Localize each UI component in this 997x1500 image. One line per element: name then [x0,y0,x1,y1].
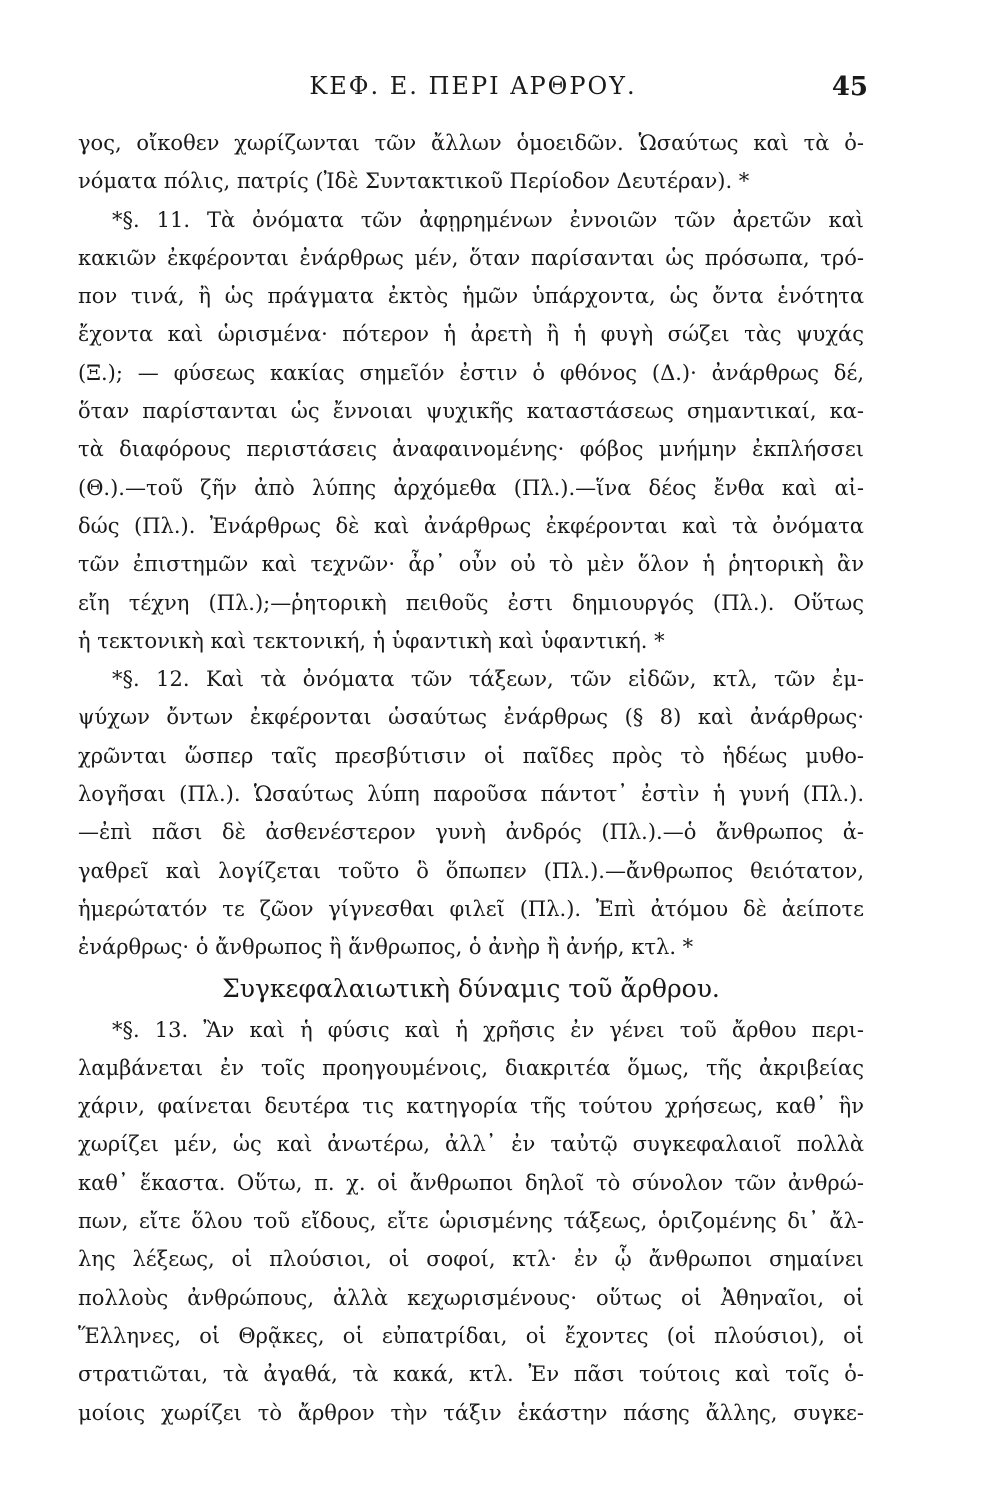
running-title: ΚΕΦ. Ε. ΠΕΡΙ ΑΡΘΡΟΥ. [309,72,637,100]
body-text [78,124,864,1432]
text-line: (Θ.).—τοῦ ζῆν ἀπὸ λύπης ἀρχόμεθα (Πλ.).—ἵνα δέος ἔνθα καὶ αἰ- [78,475,864,500]
text-line: λογῆσαι (Πλ.). Ὡσαύτως λύπη παροῦσα πάντοτ᾽ ἐστὶν ἡ γυνή (Πλ.). [78,782,864,807]
text-line: πων, εἴτε ὅλου τοῦ εἴδους, εἴτε ὡρισμένης τάξεως, ὁριζομένης δι᾽ ἄλ- [78,1209,864,1234]
text-line: στρατιῶται, τὰ ἀγαθά, τὰ κακά, κτλ. Ἐν πᾶσι τούτοις καὶ τοῖς ὁ- [78,1362,864,1387]
text-line: ἔχοντα καὶ ὡρισμένα· πότερον ἡ ἀρετὴ ἢ ἡ φυγὴ σώζει τὰς ψυχάς [78,322,864,347]
text-line: ἐνάρθρως· ὁ ἄνθρωπος ἢ ἅνθρωπος, ὁ ἀνὴρ ἢ ἀνήρ, κτλ. * [78,935,694,960]
text-line: Ἕλληνες, οἱ Θρᾷκες, οἱ εὐπατρίδαι, οἱ ἔχοντες (οἱ πλούσιοι), οἱ [78,1323,864,1348]
text-line: καθ᾽ ἕκαστα. Οὕτω, π. χ. οἱ ἄνθρωποι δηλοῖ τὸ σύνολον τῶν ἀνθρώ- [78,1170,864,1195]
page-header [78,72,868,106]
text-line: γος, οἴκοθεν χωρίζωνται τῶν ἄλλων ὁμοειδῶν. Ὡσαύτως καὶ τὰ ὀ- [78,131,864,155]
text-line: ἡμερώτατόν τε ζῶον γίγνεσθαι φιλεῖ (Πλ.). Ἐπὶ ἀτόμου δὲ ἀείποτε [78,896,864,921]
text-line: τῶν ἐπιστημῶν καὶ τεχνῶν· ἆρ᾽ οὖν οὐ τὸ μὲν ὅλον ἡ ῥητορικὴ ἂν [78,552,864,577]
text-line: ἡ τεκτονικὴ καὶ τεκτονική, ἡ ὑφαντικὴ καὶ ὑφαντική. * [78,628,665,653]
text-line: πολλοὺς ἀνθρώπους, ἀλλὰ κεχωρισμένους· οὕτως οἱ Ἀθηναῖοι, οἱ [78,1285,864,1310]
text-line: *§. 12. Καὶ τὰ ὀνόματα τῶν τάξεων, τῶν εἰδῶν, κτλ, τῶν ἐμ- [112,667,864,692]
text-line: χάριν, φαίνεται δευτέρα τις κατηγορία τῆς τούτου χρήσεως, καθ᾽ ἣν [78,1094,864,1119]
page-number: 45 [831,72,868,102]
text-line: δώς (Πλ.). Ἐνάρθρως δὲ καὶ ἀνάρθρως ἐκφέρονται καὶ τὰ ὀνόματα [78,513,864,538]
text-line: λης λέξεως, οἱ πλούσιοι, οἱ σοφοί, κτλ· ἐν ᾧ ἄνθρωποι σημαίνει [78,1247,864,1272]
text-line: πον τινά, ἢ ὡς πράγματα ἐκτὸς ἡμῶν ὑπάρχοντα, ὡς ὄντα ἑνότητα [78,284,864,309]
text-line: χωρίζει μέν, ὡς καὶ ἀνωτέρω, ἀλλ᾽ ἐν ταὐτῷ συγκεφαλαιοῖ πολλὰ [78,1132,864,1157]
text-line: (Ξ.); — φύσεως κακίας σημεῖόν ἐστιν ὁ φθόνος (Δ.)· ἀνάρθρως δέ, [78,360,864,385]
text-line: λαμβάνεται ἐν τοῖς προηγουμένοις, διακριτέα ὅμως, τῆς ἀκριβείας [78,1055,864,1080]
section-subheading: Συγκεφαλαιωτικὴ δύναμις τοῦ ἄρθρου. [222,973,720,1003]
text-line: κακιῶν ἐκφέρονται ἐνάρθρως μέν, ὅταν παρίσανται ὡς πρόσωπα, τρό- [78,245,864,270]
text-line: *§. 11. Τὰ ὀνόματα τῶν ἀφῃρημένων ἐννοιῶν τῶν ἀρετῶν καὶ [112,207,864,232]
text-line: —ἐπὶ πᾶσι δὲ ἀσθενέστερον γυνὴ ἀνδρός (Πλ.).—ὁ ἄνθρωπος ἀ- [78,820,864,845]
text-line: εἴη τέχνη (Πλ.);—ῥητορικὴ πειθοῦς ἐστι δημιουργός (Πλ.). Οὕτως [78,590,864,615]
text-line: ψύχων ὄντων ἐκφέρονται ὡσαύτως ἐνάρθρως (§ 8) καὶ ἀνάρθρως· [78,705,864,730]
text-line: ὅταν παρίστανται ὡς ἔννοιαι ψυχικῆς καταστάσεως σημαντικαί, κα- [78,399,864,424]
text-line: χρῶνται ὥσπερ ταῖς πρεσβύτισιν οἱ παῖδες πρὸς τὸ ἡδέως μυθο- [78,743,864,768]
text-line: μοίοις χωρίζει τὸ ἄρθρον τὴν τάξιν ἑκάστην πάσης ἄλλης, συγκε- [78,1400,864,1425]
text-line: τὰ διαφόρους περιστάσεις ἀναφαινομένης· φόβος μνήμην ἐκπλήσσει [78,437,864,462]
text-line: *§. 13. Ἂν καὶ ἡ φύσις καὶ ἡ χρῆσις ἐν γένει τοῦ ἄρθου περι- [112,1017,864,1042]
text-line: γαθρεῖ καὶ λογίζεται τοῦτο ὃ ὅπωπεν (Πλ.).—ἄνθρωπος θειότατον, [78,858,864,883]
text-line: νόματα πόλις, πατρίς (Ἰδὲ Συντακτικοῦ Περίοδον Δευτέραν). * [78,169,750,194]
